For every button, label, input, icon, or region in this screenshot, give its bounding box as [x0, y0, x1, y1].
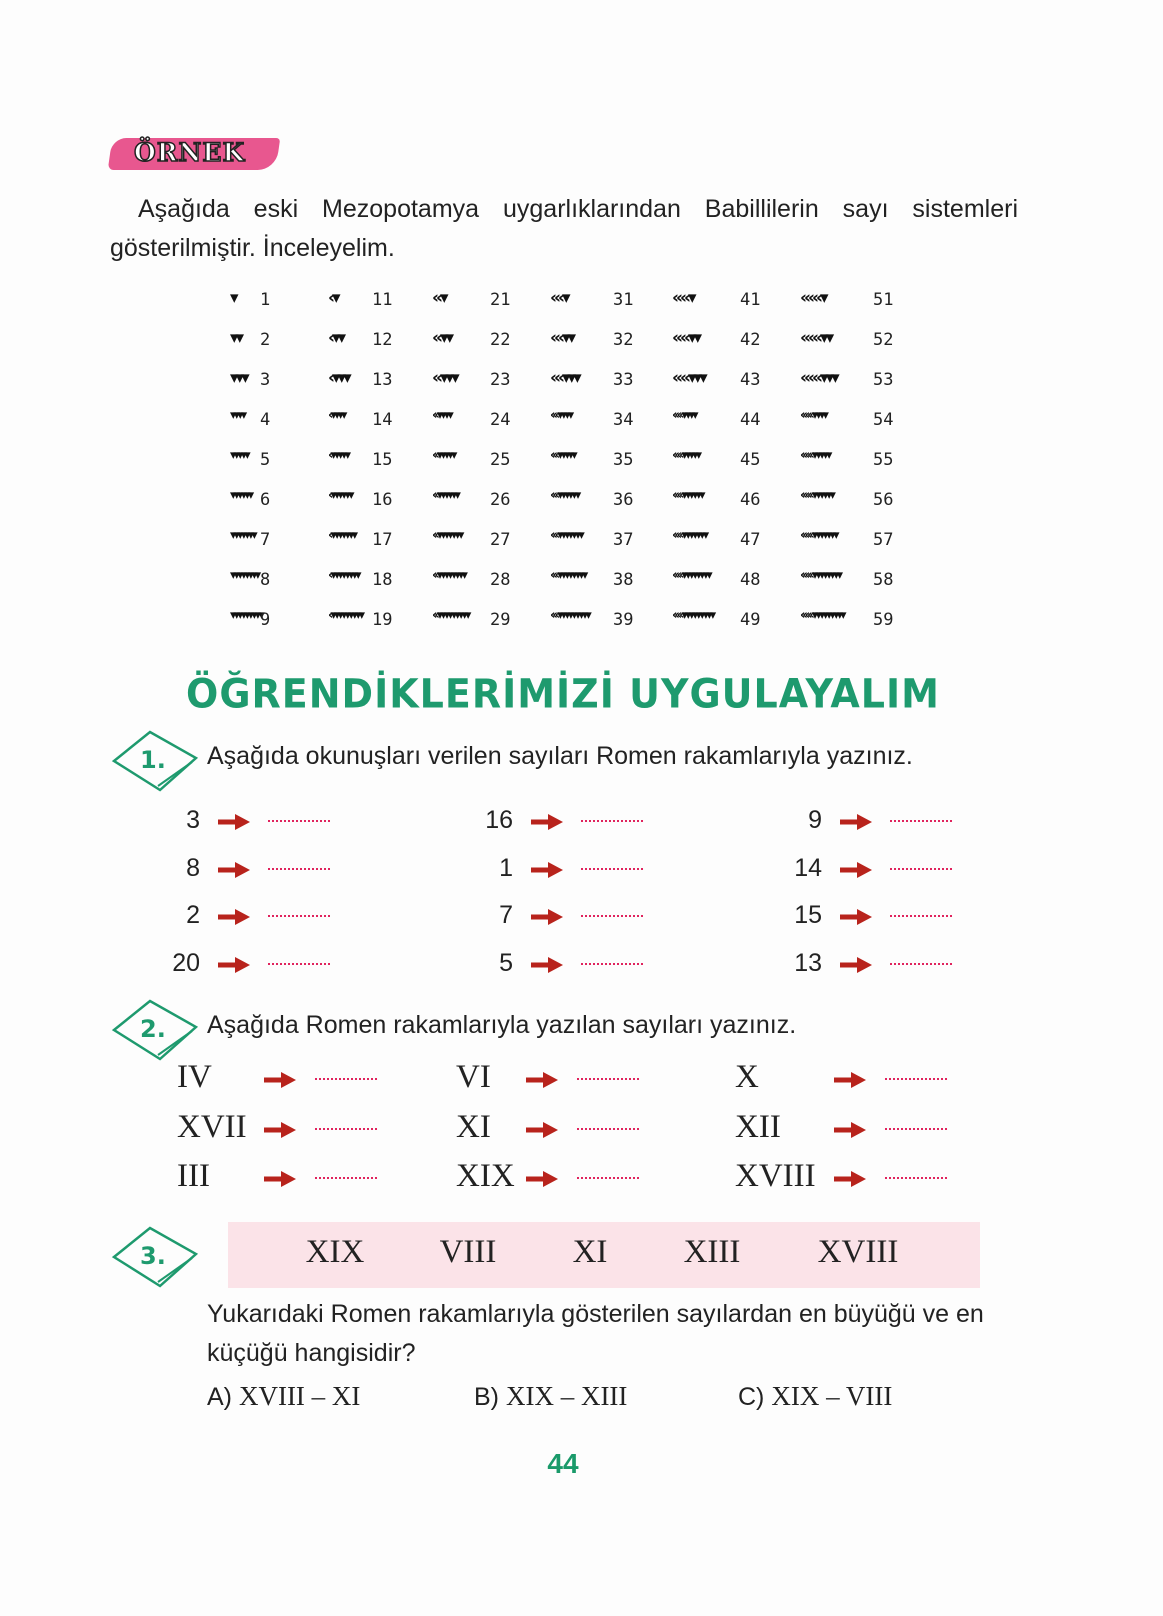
arrow-right-icon — [217, 908, 251, 926]
cuneiform-glyph: ▾ — [230, 288, 236, 308]
cuneiform-glyph: ‹‹‹▾▾▾▾ — [550, 408, 572, 423]
cuneiform-glyph: ▾▾▾▾▾ — [230, 448, 248, 463]
answer-blank[interactable] — [890, 963, 952, 965]
q1-number: 13 — [794, 948, 822, 977]
q2-roman-numeral: VI — [456, 1059, 491, 1095]
question-3-text: Yukarıdaki Romen rakamlarıyla gösterilen sayılardan en büyüğü ve en küçüğü hangisidir? — [207, 1300, 984, 1367]
babylonian-value: 51 — [873, 290, 894, 310]
band-item: VIII — [439, 1234, 497, 1270]
q2-roman-numeral: IV — [177, 1059, 212, 1095]
cuneiform-glyph: ‹‹‹‹‹▾▾▾▾▾▾ — [800, 488, 833, 503]
cuneiform-glyph: ‹‹‹‹▾▾▾▾▾ — [672, 448, 700, 463]
arrow-right-icon — [217, 813, 251, 831]
cuneiform-glyph: ‹‹‹▾▾▾▾▾▾▾▾▾ — [550, 608, 589, 623]
babylonian-value: 3 — [260, 370, 271, 390]
answer-blank[interactable] — [890, 915, 952, 917]
cuneiform-glyph: ‹‹‹▾▾ — [550, 328, 574, 348]
answer-blank[interactable] — [885, 1128, 947, 1130]
q2-roman-numeral: X — [735, 1059, 759, 1095]
arrow-right-icon — [217, 956, 251, 974]
answer-blank[interactable] — [315, 1078, 377, 1080]
babylonian-value: 48 — [740, 570, 761, 590]
answer-blank[interactable] — [315, 1177, 377, 1179]
answer-blank[interactable] — [268, 820, 330, 822]
babylonian-value: 49 — [740, 610, 761, 630]
example-badge — [110, 132, 278, 176]
cuneiform-glyph: ‹‹‹‹▾▾▾▾▾▾▾▾▾ — [672, 608, 714, 623]
babylonian-value: 29 — [490, 610, 511, 630]
answer-blank[interactable] — [577, 1128, 639, 1130]
arrow-right-icon — [263, 1071, 297, 1089]
q1-number: 9 — [808, 806, 822, 834]
babylonian-value: 38 — [613, 570, 634, 590]
answer-blank[interactable] — [581, 820, 643, 822]
arrow-right-icon — [530, 908, 564, 926]
arrow-right-icon — [530, 956, 564, 974]
answer-blank[interactable] — [577, 1078, 639, 1080]
cuneiform-glyph: ‹‹‹‹‹▾▾▾▾▾▾▾▾▾ — [800, 608, 844, 623]
question-2-number: 2. — [140, 1015, 166, 1043]
answer-blank[interactable] — [268, 915, 330, 917]
cuneiform-glyph: ‹‹▾▾ — [432, 328, 452, 348]
cuneiform-glyph: ‹‹‹‹▾▾▾ — [672, 368, 705, 388]
arrow-right-icon — [833, 1121, 867, 1139]
babylonian-value: 55 — [873, 450, 894, 470]
arrow-right-icon — [530, 861, 564, 879]
q1-number: 3 — [186, 806, 200, 834]
cuneiform-glyph: ‹‹‹‹▾▾▾▾ — [672, 408, 696, 423]
answer-blank[interactable] — [885, 1177, 947, 1179]
page-number: 44 — [547, 1448, 579, 1479]
babylonian-value: 13 — [372, 370, 393, 390]
option-b[interactable] — [474, 1381, 627, 1412]
babylonian-value: 18 — [372, 570, 393, 590]
babylonian-value: 43 — [740, 370, 761, 390]
cuneiform-glyph: ‹‹‹‹‹▾▾▾ — [800, 368, 837, 388]
cuneiform-glyph: ▾▾▾▾▾▾▾ — [230, 528, 255, 543]
babylonian-value: 39 — [613, 610, 634, 630]
babylonian-value: 41 — [740, 290, 761, 310]
cuneiform-glyph: ‹▾▾▾ — [328, 368, 349, 388]
option-value: XIX – XIII — [505, 1381, 628, 1411]
arrow-right-icon — [839, 908, 873, 926]
arrow-right-icon — [833, 1170, 867, 1188]
option-label: A) — [207, 1383, 232, 1411]
babylonian-value: 8 — [260, 570, 271, 590]
cuneiform-glyph: ‹‹‹‹▾▾▾▾▾▾▾ — [672, 528, 707, 543]
babylonian-value: 47 — [740, 530, 761, 550]
babylonian-value: 42 — [740, 330, 761, 350]
babylonian-value: 7 — [260, 530, 271, 550]
babylonian-value: 57 — [873, 530, 894, 550]
q2-roman-numeral: III — [177, 1158, 210, 1194]
option-label: C) — [738, 1383, 765, 1411]
babylonian-value: 36 — [613, 490, 634, 510]
question-1-text: Aşağıda okunuşları verilen sayıları Romen rakamlarıyla yazınız. — [207, 742, 913, 770]
q1-number: 5 — [499, 948, 513, 977]
babylonian-value: 35 — [613, 450, 634, 470]
q2-roman-numeral: XII — [735, 1108, 781, 1145]
cuneiform-glyph: ‹▾▾▾▾▾▾▾ — [328, 528, 356, 543]
babylonian-value: 58 — [873, 570, 894, 590]
arrow-right-icon — [263, 1121, 297, 1139]
cuneiform-glyph: ‹‹‹‹‹▾▾▾▾▾▾▾ — [800, 528, 837, 543]
cuneiform-glyph: ‹‹‹‹‹▾▾ — [800, 328, 832, 348]
option-value: XIX – VIII — [771, 1381, 893, 1411]
babylonian-value: 9 — [260, 610, 271, 630]
cuneiform-glyph: ‹▾▾▾▾ — [328, 408, 345, 423]
cuneiform-glyph: ‹‹‹‹▾▾ — [672, 328, 700, 348]
babylonian-value: 14 — [372, 410, 393, 430]
cuneiform-glyph: ‹‹‹‹▾▾▾▾▾▾▾▾ — [672, 568, 710, 583]
band-item: XIX — [305, 1234, 365, 1270]
babylonian-value: 5 — [260, 450, 271, 470]
cuneiform-glyph: ‹‹▾▾▾▾▾▾▾▾ — [432, 568, 465, 583]
babylonian-value: 52 — [873, 330, 894, 350]
q1-number: 15 — [794, 901, 822, 929]
cuneiform-glyph: ‹‹‹▾▾▾▾▾ — [550, 448, 575, 463]
arrow-right-icon — [525, 1121, 559, 1139]
cuneiform-glyph: ‹‹▾▾▾▾▾▾▾ — [432, 528, 462, 543]
cuneiform-glyph: ‹▾ — [328, 288, 338, 308]
q2-roman-numeral: XIX — [456, 1158, 515, 1194]
q1-number: 14 — [794, 853, 822, 882]
babylonian-value: 21 — [490, 290, 511, 310]
babylonian-value: 26 — [490, 490, 511, 510]
answer-blank[interactable] — [581, 868, 643, 870]
answer-blank[interactable] — [581, 915, 643, 917]
cuneiform-glyph: ‹‹‹‹‹▾ — [800, 288, 826, 308]
arrow-right-icon — [217, 861, 251, 879]
babylonian-value: 24 — [490, 410, 511, 430]
babylonian-value: 54 — [873, 410, 894, 430]
cuneiform-glyph: ‹‹▾▾▾▾▾ — [432, 448, 455, 463]
cuneiform-glyph: ‹‹‹▾▾▾▾▾▾ — [550, 488, 579, 503]
answer-blank[interactable] — [581, 963, 643, 965]
cuneiform-glyph: ‹‹‹▾▾▾▾▾▾▾ — [550, 528, 582, 543]
arrow-right-icon — [525, 1170, 559, 1188]
babylonian-value: 2 — [260, 330, 271, 350]
cuneiform-glyph: ‹‹‹‹▾ — [672, 288, 694, 308]
answer-blank[interactable] — [890, 820, 952, 822]
q1-number: 1 — [499, 853, 513, 882]
option-a[interactable] — [207, 1381, 360, 1412]
q1-number: 20 — [172, 948, 200, 977]
babylonian-value: 34 — [613, 410, 634, 430]
babylonian-value: 11 — [372, 290, 393, 310]
arrow-right-icon — [839, 956, 873, 974]
babylonian-value: 32 — [613, 330, 634, 350]
arrow-right-icon — [263, 1170, 297, 1188]
question-2-text: Aşağıda Romen rakamlarıyla yazılan sayıları yazınız. — [207, 1011, 797, 1039]
answer-blank[interactable] — [315, 1128, 377, 1130]
option-label: B) — [474, 1383, 499, 1411]
example-label: ÖRNEK — [134, 138, 246, 167]
cuneiform-glyph: ‹‹▾▾▾▾▾▾ — [432, 488, 458, 503]
babylonian-value: 17 — [372, 530, 393, 550]
cuneiform-glyph: ‹‹‹▾ — [550, 288, 568, 308]
cuneiform-glyph: ‹‹▾ — [432, 288, 446, 308]
babylonian-value: 44 — [740, 410, 761, 430]
question-3-number: 3. — [140, 1242, 166, 1270]
cuneiform-glyph: ▾▾▾▾ — [230, 408, 245, 423]
babylonian-value: 53 — [873, 370, 894, 390]
band-item: XVIII — [817, 1234, 899, 1270]
cuneiform-glyph: ‹‹▾▾▾ — [432, 368, 457, 388]
babylonian-value: 22 — [490, 330, 511, 350]
babylonian-value: 31 — [613, 290, 634, 310]
cuneiform-glyph: ‹‹‹‹‹▾▾▾▾▾▾▾▾ — [800, 568, 840, 583]
q2-roman-numeral: XI — [456, 1108, 491, 1145]
answer-blank[interactable] — [577, 1177, 639, 1179]
cuneiform-glyph: ▾▾ — [230, 328, 242, 348]
question-1-number: 1. — [140, 746, 166, 774]
cuneiform-glyph: ‹‹‹‹▾▾▾▾▾▾ — [672, 488, 703, 503]
cuneiform-glyph: ‹‹▾▾▾▾ — [432, 408, 451, 423]
babylonian-value: 25 — [490, 450, 511, 470]
cuneiform-glyph: ‹▾▾▾▾▾▾▾▾ — [328, 568, 359, 583]
babylonian-value: 6 — [260, 490, 271, 510]
cuneiform-glyph: ‹‹‹▾▾▾▾▾▾▾▾ — [550, 568, 586, 583]
arrow-right-icon — [833, 1071, 867, 1089]
cuneiform-glyph: ‹‹▾▾▾▾▾▾▾▾▾ — [432, 608, 469, 623]
babylonian-value: 4 — [260, 410, 271, 430]
cuneiform-glyph: ‹▾▾ — [328, 328, 344, 348]
answer-blank[interactable] — [268, 963, 330, 965]
answer-blank[interactable] — [890, 868, 952, 870]
q2-roman-numeral: XVIII — [735, 1158, 816, 1194]
cuneiform-glyph: ‹‹‹‹‹▾▾▾▾ — [800, 408, 826, 423]
answer-blank[interactable] — [268, 868, 330, 870]
babylonian-value: 19 — [372, 610, 393, 630]
band-item: XIII — [683, 1234, 741, 1270]
q1-number: 8 — [186, 853, 200, 882]
option-c[interactable] — [738, 1381, 892, 1412]
arrow-right-icon — [530, 813, 564, 831]
cuneiform-glyph: ▾▾▾▾▾▾ — [230, 488, 252, 503]
q1-number: 7 — [499, 901, 513, 929]
arrow-right-icon — [525, 1071, 559, 1089]
babylonian-value: 16 — [372, 490, 393, 510]
cuneiform-glyph: ▾▾▾▾▾▾▾▾ — [230, 568, 259, 583]
babylonian-value: 56 — [873, 490, 894, 510]
band-item: XI — [572, 1234, 608, 1270]
babylonian-value: 1 — [260, 290, 271, 310]
cuneiform-glyph: ▾▾▾ — [230, 368, 247, 388]
babylonian-value: 28 — [490, 570, 511, 590]
q1-number: 16 — [485, 806, 513, 834]
babylonian-value: 33 — [613, 370, 634, 390]
section-title: ÖĞRENDİKLERİMİZİ UYGULAYALIM — [186, 670, 940, 718]
cuneiform-glyph: ‹▾▾▾▾▾ — [328, 448, 348, 463]
babylonian-value: 37 — [613, 530, 634, 550]
babylonian-value: 23 — [490, 370, 511, 390]
intro-paragraph: Aşağıda eski Mezopotamya uygarlıklarından Babillilerin sayı sistemleri gösterilmiştir. İnceleyelim. — [110, 195, 1018, 262]
cuneiform-glyph: ‹▾▾▾▾▾▾ — [328, 488, 352, 503]
babylonian-value: 45 — [740, 450, 761, 470]
cuneiform-glyph: ‹‹‹‹‹▾▾▾▾▾ — [800, 448, 830, 463]
q2-roman-numeral: XVII — [177, 1108, 247, 1145]
cuneiform-glyph: ▾▾▾▾▾▾▾▾▾ — [230, 608, 262, 623]
option-value: XVIII – XI — [238, 1381, 361, 1411]
cuneiform-glyph: ‹▾▾▾▾▾▾▾▾▾ — [328, 608, 363, 623]
answer-blank[interactable] — [885, 1078, 947, 1080]
babylonian-value: 59 — [873, 610, 894, 630]
babylonian-value: 27 — [490, 530, 511, 550]
cuneiform-glyph: ‹‹‹▾▾▾ — [550, 368, 579, 388]
babylonian-value: 15 — [372, 450, 393, 470]
arrow-right-icon — [839, 861, 873, 879]
babylonian-value: 12 — [372, 330, 393, 350]
babylonian-value: 46 — [740, 490, 761, 510]
arrow-right-icon — [839, 813, 873, 831]
q1-number: 2 — [186, 901, 200, 929]
